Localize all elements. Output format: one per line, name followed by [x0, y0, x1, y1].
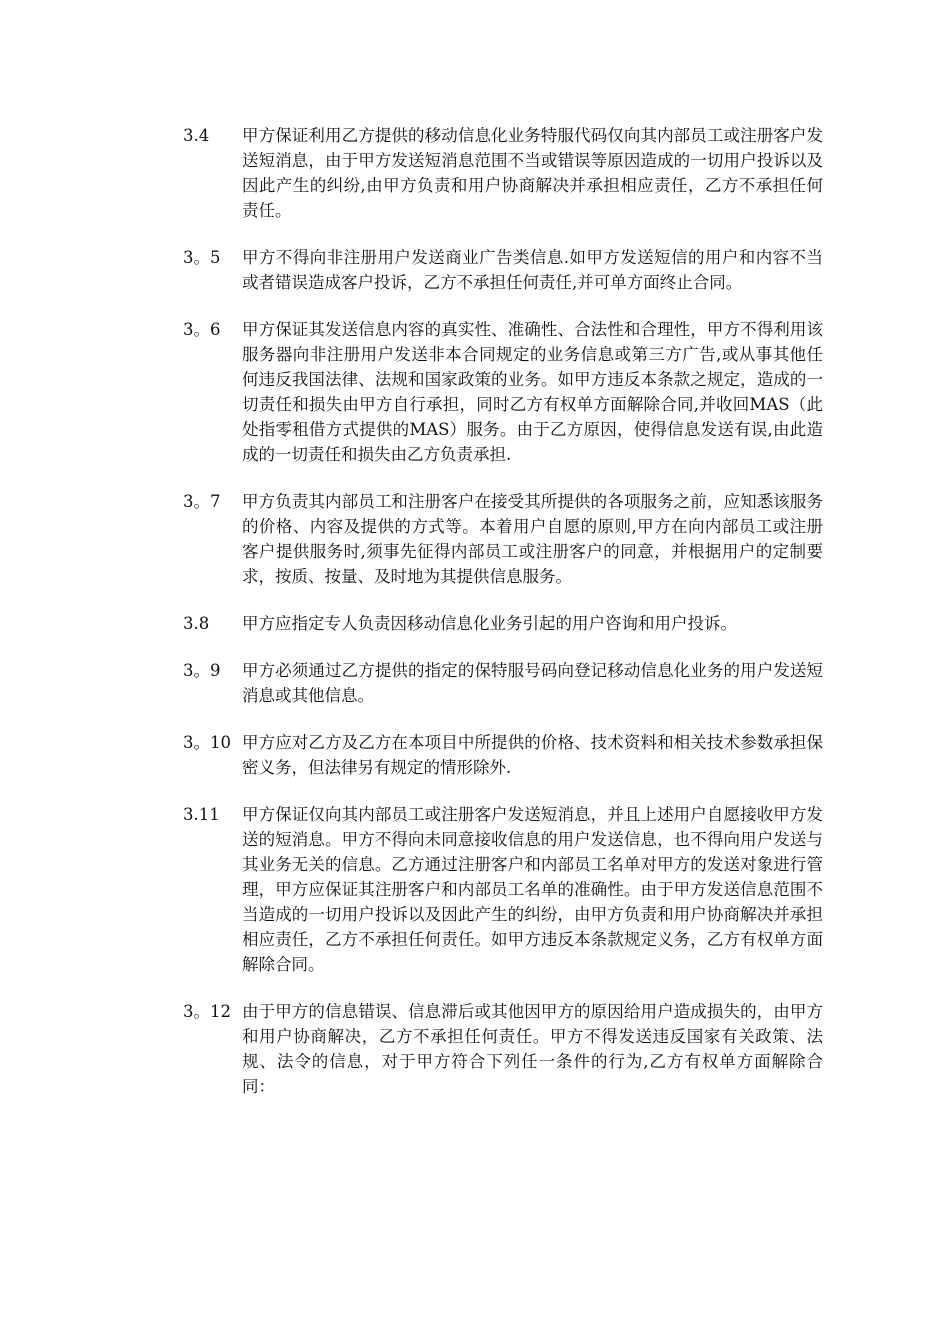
- clause-text: 甲方保证利用乙方提供的移动信息化业务特服代码仅向其内部员工或注册客户发送短消息，由于甲方发送短消息范围不当或错误等原因造成的一切用户投诉以及因此产生的纠纷,由甲方负责和用户协商解决并承担相应责任，乙方不承担任何责任。: [242, 126, 823, 220]
- clause-3-6: [183, 317, 823, 467]
- clause-number: 3.8: [183, 614, 210, 633]
- clause-3-7: [183, 489, 823, 589]
- clause-number: 3。5: [183, 248, 221, 267]
- clause-3-11: [183, 802, 823, 977]
- clause-number: 3。6: [183, 320, 221, 339]
- clause-text: 甲方负责其内部员工和注册客户在接受其所提供的各项服务之前，应知悉该服务的价格、内容及提供的方式等。本着用户自愿的原则,甲方在向内部员工或注册客户提供服务时,须事先征得内部员工或注册客户的同意，并根据用户的定制要求，按质、按量、及时地为其提供信息服务。: [242, 492, 823, 586]
- clause-3-9: [183, 658, 823, 708]
- clause-text: 甲方应指定专人负责因移动信息化业务引起的用户咨询和用户投诉。: [242, 614, 737, 633]
- clause-number: 3.4: [183, 126, 210, 145]
- clause-3-10: [183, 730, 823, 780]
- clause-3-12: [183, 999, 823, 1099]
- clause-text: 甲方应对乙方及乙方在本项目中所提供的价格、技术资料和相关技术参数承担保密义务，但法律另有规定的情形除外.: [242, 733, 823, 777]
- clause-number: 3。7: [183, 492, 221, 511]
- clause-number: 3。9: [183, 661, 221, 680]
- clause-list: [183, 123, 823, 1121]
- clause-text: 甲方必须通过乙方提供的指定的保特服号码向登记移动信息化业务的用户发送短消息或其他信息。: [242, 661, 823, 705]
- clause-3-4: [183, 123, 823, 223]
- clause-text: 甲方保证仅向其内部员工或注册客户发送短消息，并且上述用户自愿接收甲方发送的短消息。甲方不得向未同意接收信息的用户发送信息，也不得向用户发送与其业务无关的信息。乙方通过注册客户和内部员工名单对甲方的发送对象进行管理，甲方应保证其注册客户和内部员工名单的准确性。由于甲方发送信息范围不当造成的一切用户投诉以及因此产生的纠纷，由甲方负责和用户协商解决并承担相应责任，乙方不承担任何责任。如甲方违反本条款规定义务，乙方有权单方面解除合同。: [242, 805, 823, 974]
- clause-text: 由于甲方的信息错误、信息滞后或其他因甲方的原因给用户造成损失的，由甲方和用户协商解决，乙方不承担任何责任。甲方不得发送违反国家有关政策、法规、法令的信息，对于甲方符合下列任一条件的行为,乙方有权单方面解除合同：: [242, 1002, 823, 1096]
- clause-number: 3。10: [183, 733, 231, 752]
- clause-text: 甲方保证其发送信息内容的真实性、准确性、合法性和合理性，甲方不得利用该服务器向非注册用户发送非本合同规定的业务信息或第三方广告,或从事其他任何违反我国法律、法规和国家政策的业务。如甲方违反本条款之规定，造成的一切责任和损失由甲方自行承担，同时乙方有权单方面解除合同,并收回MAS（此处指零租借方式提供的MAS）服务。由于乙方原因，使得信息发送有误,由此造成的一切责任和损失由乙方负责承担.: [242, 320, 823, 464]
- clause-number: 3。12: [183, 1002, 231, 1021]
- clause-number: 3.11: [183, 805, 220, 824]
- clause-text: 甲方不得向非注册用户发送商业广告类信息.如甲方发送短信的用户和内容不当或者错误造成客户投诉，乙方不承担任何责任,并可单方面终止合同。: [242, 248, 823, 292]
- clause-3-8: [183, 611, 823, 636]
- clause-3-5: [183, 245, 823, 295]
